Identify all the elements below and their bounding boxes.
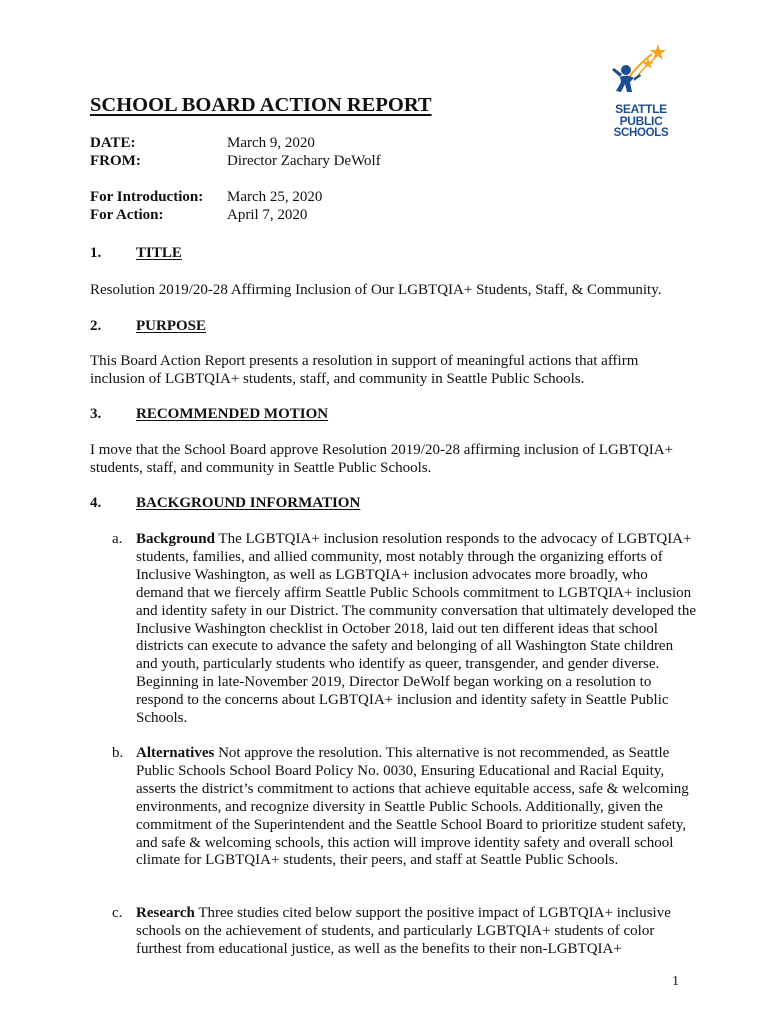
meta-value: April 7, 2020 — [227, 207, 308, 223]
section-number: 4. — [90, 495, 102, 511]
meta-value: March 25, 2020 — [227, 189, 323, 205]
section-number: 1. — [90, 245, 102, 261]
section-title-recommended-motion: RECOMMENDED MOTION — [136, 406, 329, 422]
item-letter: b. — [112, 745, 124, 761]
item-heading: Background — [136, 531, 215, 547]
item-text: Three studies cited below support the positive impact of LGBTQIA+ inclusive schools on the achievement of students, and particularly LGBTQIA+ students of color furthest from educational justice, as well as the benefits to their non-LGBTQIA+ — [136, 905, 671, 957]
meta-label: For Action: — [90, 207, 164, 223]
meta-value: March 9, 2020 — [227, 135, 315, 151]
item-body — [136, 745, 696, 870]
meta-label: FROM: — [90, 153, 141, 169]
section-recommended-motion-body: I move that the School Board approve Resolution 2019/20-28 affirming inclusion of LGBTQIA+ students, staff, and community in Seattle Public Schools. — [90, 442, 674, 476]
meta-value: Director Zachary DeWolf — [227, 153, 381, 169]
meta-label: For Introduction: — [90, 189, 204, 205]
logo-text-line2: PUBLIC — [619, 114, 663, 128]
section-title-purpose: PURPOSE — [136, 318, 207, 334]
item-body — [136, 531, 696, 728]
section-title-title: TITLE — [136, 245, 182, 261]
page-title: SCHOOL BOARD ACTION REPORT — [90, 94, 432, 116]
item-letter: a. — [112, 531, 123, 547]
meta-label: DATE: — [90, 135, 136, 151]
logo-text-line1: SEATTLE — [615, 102, 667, 116]
item-heading: Alternatives — [136, 745, 215, 761]
section-title-background-information: BACKGROUND INFORMATION — [136, 495, 361, 511]
section-number: 3. — [90, 406, 102, 422]
item-heading: Research — [136, 905, 195, 921]
section-number: 2. — [90, 318, 102, 334]
item-text: The LGBTQIA+ inclusion resolution responds to the advocacy of LGBTQIA+ students, families, and allied community, most notably through the organizing efforts of Inclusive Washington, as well as LGBTQIA+ inclusion advocates more broadly, who demand that we fiercely affirm Seattle Public Schools commitment to LGBTQIA+ inclusion and identity safety in our District. The community conversation that ultimately developed the Inclusive Washington checklist in October 2018, laid out ten different ideas that school districts can execute to advance the safety and belonging of all Washington State children and youth, particularly students who identify as queer, transgender, and gender diverse. Beginning in late-November 2019, Director DeWolf began working on a resolution to respond to the concerns about LGBTQIA+ inclusion and identity safety in Seattle Public Schools. — [136, 531, 697, 727]
seattle-public-schools-logo — [606, 44, 676, 144]
section-title-body: Resolution 2019/20-28 Affirming Inclusion of Our LGBTQIA+ Students, Staff, & Community. — [90, 282, 662, 298]
item-body — [136, 905, 696, 959]
item-text: Not approve the resolution. This alternative is not recommended, as Seattle Public Schools School Board Policy No. 0030, Ensuring Educational and Racial Equity, asserts the district’s commitment to actions that achieve equitable access, safe & welcoming environments, and recognize diversity in Seattle Public Schools. Additionally, given the commitment of the Superintendent and the Seattle School Board to prioritize student safety, and safe & welcoming schools, this action will improve identity safety and overall school climate for LGBTQIA+ students, their peers, and staff at Seattle Public Schools. — [136, 745, 689, 869]
star-figure-icon — [606, 44, 676, 104]
logo-text-line3: SCHOOLS — [613, 127, 669, 139]
page-number: 1 — [672, 974, 679, 989]
section-purpose-body: This Board Action Report presents a resolution in support of meaningful actions that affirm inclusion of LGBTQIA+ students, staff, and community in Seattle Public Schools. — [90, 353, 639, 387]
item-letter: c. — [112, 905, 123, 921]
